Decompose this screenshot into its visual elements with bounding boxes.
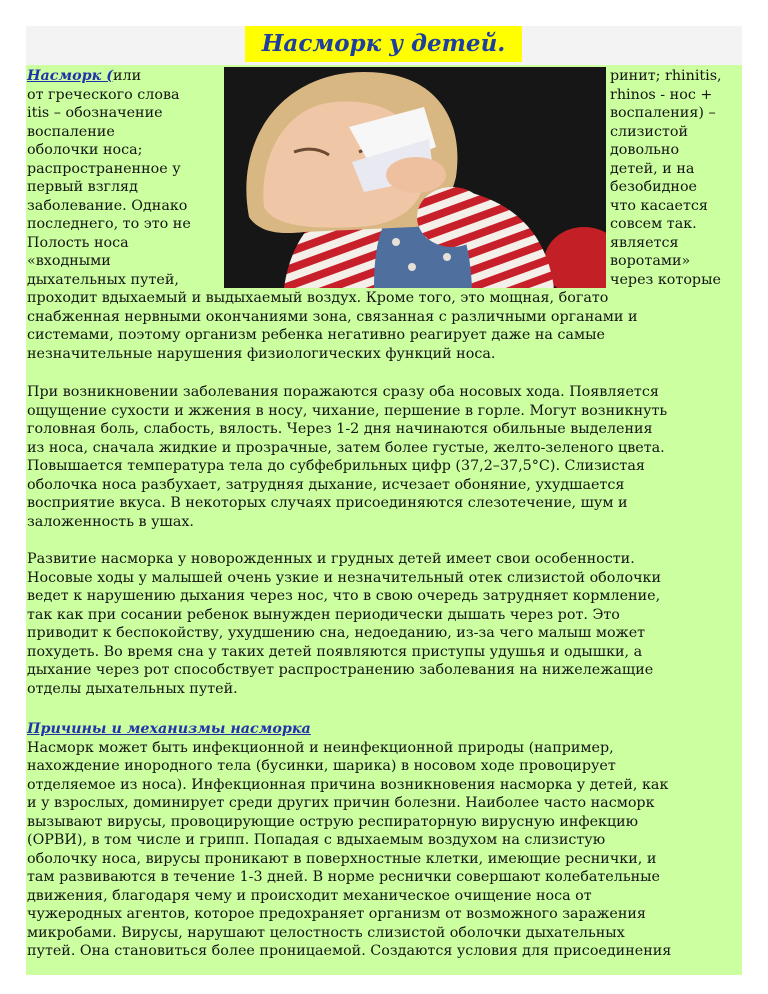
paragraph-line: При возникновении заболевания поражаются сразу оба носовых хода. Появляется <box>27 384 659 400</box>
paragraph-line: дыхание через рот способствует распространению заболевания на нижележащие <box>27 662 654 678</box>
intro-line: последнего, то это не <box>27 216 191 232</box>
paragraph-line: нахождение инородного тела (бусинки, шарика) в носовом ходе провоцирует <box>27 758 616 774</box>
paragraph-line: восприятие вкуса. В некоторых случаях присоединяются слезотечение, шум и <box>27 495 628 511</box>
paragraph-line: отделы дыхательных путей. <box>27 680 238 697</box>
paragraph-line: Развитие насморка у новорожденных и грудных детей имеет свои особенности. <box>27 551 635 567</box>
intro-line: что касается <box>610 197 708 214</box>
causes-section <box>27 720 671 961</box>
intro-line: детей, и на <box>610 160 695 177</box>
paragraph-line: оболочку носа, вирусы проникают в поверхностные клетки, имеющие реснички, и <box>27 850 657 867</box>
paragraph-line: системами, поэтому организм ребенка негативно реагирует даже на самые <box>27 327 605 343</box>
intro-line: rhinos - нос + <box>610 86 713 103</box>
intro-line: или <box>113 68 142 84</box>
intro-line: Полость носа <box>27 234 129 251</box>
paragraph-line: путей. Она становиться более проницаемой. Создаются условия для присоединения <box>27 943 672 959</box>
paragraph-line: оболочка носа разбухает, затрудняя дыхание, исчезает обоняние, ухудшается <box>27 476 625 493</box>
paragraph-line: проходит вдыхаемый и выдыхаемый воздух. Кроме того, это мощная, богато <box>27 290 609 306</box>
paragraph-line: там развиваются в течение 1-3 дней. В норме реснички совершают колебательные <box>27 869 660 885</box>
intro-left-column <box>27 67 191 289</box>
paragraph-line: микробами. Вирусы, нарушают целостность слизистой оболочки дыхательных <box>27 924 625 941</box>
intro-line: воротами» <box>610 253 691 269</box>
paragraph-line: Носовые ходы у малышей очень узкие и незначительный отек слизистой оболочки <box>27 569 662 586</box>
paragraph-line: похудеть. Во время сна у таких детей появляются приступы удушья и одышки, а <box>27 643 643 660</box>
paragraph-line: чужеродных агентов, которое предохраняет организм от возможного заражения <box>27 906 646 922</box>
intro-line: совсем так. <box>610 216 697 232</box>
symptoms-paragraph <box>27 383 667 531</box>
intro-line: оболочки носа; <box>27 142 143 158</box>
paragraph-line: заложенность в ушах. <box>27 513 194 530</box>
intro-line: заболевание. Однако <box>27 197 188 214</box>
paragraph-line: головная боль, слабость, вялость. Через 1-2 дня начинаются обильные выделения <box>27 421 653 437</box>
photo-illustration <box>224 67 606 288</box>
child-sneezing-photo <box>224 67 606 288</box>
article-body <box>26 65 742 975</box>
paragraph-line: ведет к нарушению дыхания через нос, что в свою очередь затрудняет кормление, <box>27 588 661 604</box>
paragraph-line: из носа, сначала жидкие и прозрачные, затем более густые, желто-зеленого цвета. <box>27 439 665 456</box>
paragraph-line: ощущение сухости и жжения в носу, чихание, першение в горле. Могут возникнуть <box>27 402 668 419</box>
intro-line: слизистой <box>610 123 688 140</box>
intro-line: дыхательных путей, <box>27 271 179 288</box>
intro-right-column <box>610 67 722 289</box>
intro-line: безобидное <box>610 179 698 195</box>
intro-line: от греческого слова <box>27 86 180 103</box>
intro-line: первый взгляд <box>27 179 138 195</box>
paragraph-line: так как при сосании ребенок вынужден периодически дышать через рот. Это <box>27 606 620 623</box>
intro-continuation <box>27 289 637 363</box>
paragraph-line: Повышается температура тела до субфебрильных цифр (37,2–37,5°С). Слизистая <box>27 458 645 474</box>
intro-line: довольно <box>610 142 680 158</box>
paragraph-line: Насморк может быть инфекционной и неинфекционной природы (например, <box>27 739 614 756</box>
intro-first-line <box>27 67 191 86</box>
term-link[interactable]: Насморк ( <box>27 68 114 84</box>
paragraph-line: (ОРВИ), в том числе и грипп. Попадая с вдыхаемым воздухом на слизистую <box>27 832 606 848</box>
paragraph-line: отделяемое из носа). Инфекционная причина возникновения насморка у детей, как <box>27 776 669 793</box>
paragraph-line: снабженная нервными окончаниями зона, связанная с различными органами и <box>27 308 638 325</box>
intro-line: воспаления) – <box>610 105 716 121</box>
intro-line: itis – обозначение <box>27 105 163 121</box>
section-heading-link[interactable]: Причины и механизмы насморка <box>27 721 311 737</box>
paragraph-line: и у взрослых, доминирует среди других причин болезни. Наиболее часто насморк <box>27 795 655 811</box>
paragraph-line: вызывают вирусы, провоцирующие острую респираторную вирусную инфекцию <box>27 813 639 830</box>
intro-line: «входными <box>27 253 111 269</box>
infants-paragraph <box>27 550 661 698</box>
paragraph-line: незначительные нарушения физиологических функций носа. <box>27 345 496 362</box>
intro-line: является <box>610 234 679 251</box>
intro-line: воспаление <box>27 123 115 140</box>
intro-line: через которые <box>610 271 721 288</box>
intro-line: ринит; rhinitis, <box>610 68 722 84</box>
paragraph-line: приводит к беспокойству, ухудшению сна, недоеданию, из-за чего малыш может <box>27 625 646 641</box>
page-title: Насморк у детей. <box>245 26 522 62</box>
paragraph-line: движения, благодаря чему и происходит механическое очищение носа от <box>27 887 592 904</box>
intro-line: распространенное у <box>27 160 181 177</box>
